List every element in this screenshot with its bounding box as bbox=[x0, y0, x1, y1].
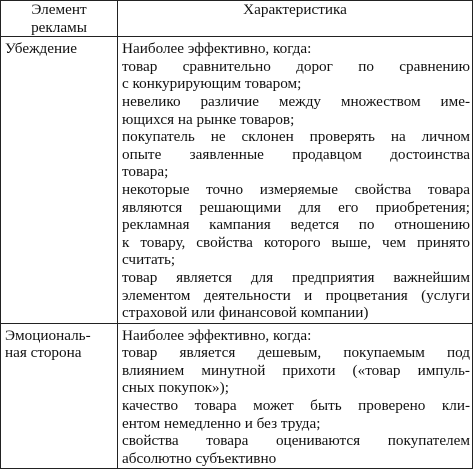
characteristic-cell bbox=[118, 323, 473, 469]
element-cell bbox=[1, 323, 118, 469]
element-label: Эмоциональ- bbox=[5, 326, 91, 344]
characteristic-line: элементом деятельности и процветания (услуги bbox=[122, 286, 470, 304]
element-cell bbox=[1, 37, 118, 324]
characteristic-line: ентом немедленно и без труда; bbox=[122, 414, 321, 432]
characteristic-line: невелико различие между множеством име- bbox=[122, 92, 470, 110]
characteristic-line: качество товара может быть проверено кли- bbox=[122, 397, 470, 415]
characteristic-line: товар сравнительно дорог по сравнению bbox=[122, 57, 470, 75]
header-element-line: Элемент bbox=[31, 1, 87, 18]
characteristic-line: рекламная кампания ведется по отношению bbox=[122, 216, 470, 234]
header-element-cell bbox=[1, 1, 118, 37]
table-row bbox=[1, 37, 473, 324]
table-row bbox=[1, 323, 473, 469]
header-characteristic-label: Характеристика bbox=[243, 1, 347, 18]
characteristic-line: ющихся на рынке товаров; bbox=[122, 110, 295, 128]
table-header-row bbox=[1, 1, 473, 37]
characteristic-line: считать; bbox=[122, 251, 176, 269]
element-label: ная сторона bbox=[5, 344, 82, 362]
characteristic-line: страховой или финансовой компании) bbox=[122, 304, 369, 322]
header-element-line: рекламы bbox=[31, 18, 87, 36]
characteristic-line: абсолютно субъективно bbox=[122, 449, 277, 467]
characteristic-line: некоторые точно измеряемые свойства товара bbox=[122, 180, 470, 198]
characteristic-line: свойства товара оцениваются покупателем bbox=[122, 432, 470, 450]
characteristic-line: с конкурирующим товаром; bbox=[122, 75, 302, 93]
characteristic-cell bbox=[118, 37, 473, 324]
characteristic-line: Наиболее эффективно, когда: bbox=[122, 40, 312, 58]
characteristic-line: покупатель не склонен проверять на личном bbox=[122, 128, 470, 146]
characteristic-line: опыте заявленные продавцом достоинства bbox=[122, 145, 470, 163]
characteristic-line: к товару, свойства которого выше, чем принято bbox=[122, 233, 470, 251]
element-label: Убеждение bbox=[5, 40, 78, 58]
characteristic-line: товара; bbox=[122, 163, 169, 181]
characteristic-line: Наиболее эффективно, когда: bbox=[122, 326, 312, 344]
characteristic-line: товар является для предприятия важнейшим bbox=[122, 268, 470, 286]
characteristic-line: влиянием минутной прихоти («товар импуль- bbox=[122, 361, 470, 379]
characteristic-line: сных покупок»); bbox=[122, 379, 229, 397]
characteristic-line: товар является дешевым, покупаемым под bbox=[122, 344, 470, 362]
characteristic-line: являются решающими для его приобретения; bbox=[122, 198, 470, 216]
header-characteristic-cell bbox=[118, 1, 473, 37]
